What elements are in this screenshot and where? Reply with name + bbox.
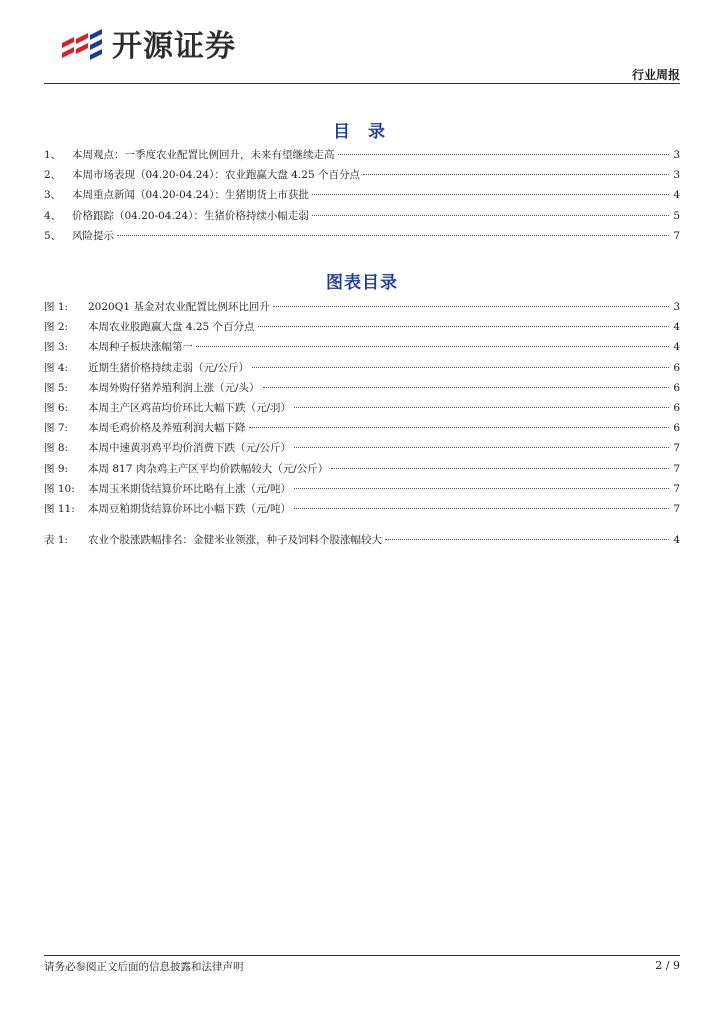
figure-number: 图 9:: [44, 462, 69, 475]
toc-list: [44, 145, 680, 246]
toc-item[interactable]: [44, 206, 680, 226]
leader-dots: [338, 154, 670, 155]
figure-label[interactable]: 本周 817 肉杂鸡主产区平均价跌幅较大（元/公斤）: [88, 462, 329, 475]
header-divider: [44, 83, 680, 84]
figure-item[interactable]: [44, 418, 680, 438]
figure-number: 图 8:: [44, 442, 69, 455]
figure-page[interactable]: 4: [673, 321, 680, 334]
leader-dots: [331, 468, 669, 469]
figure-number: 图 5:: [44, 381, 69, 394]
figure-number: 图 7:: [44, 422, 69, 435]
leader-dots: [249, 427, 670, 428]
figure-number: 图 1:: [44, 301, 69, 313]
figure-item[interactable]: [44, 438, 680, 458]
toc-item[interactable]: [44, 145, 680, 165]
figures-toc-list: [44, 297, 680, 519]
leader-dots: [312, 194, 669, 195]
figures-toc-title: 图表目录: [326, 273, 398, 293]
toc-item-page[interactable]: 3: [673, 169, 680, 182]
leader-dots: [117, 235, 669, 236]
toc-item-page[interactable]: 3: [673, 149, 680, 161]
figure-item[interactable]: [44, 479, 680, 499]
toc-item-label[interactable]: 本周观点：一季度农业配置比例回升，未来有望继续走高: [72, 149, 335, 161]
figure-label[interactable]: 本周农业股跑赢大盘 4.25 个百分点: [88, 321, 255, 334]
table-label[interactable]: 农业个股涨跌幅排名：金健米业领涨，种子及饲料个股涨幅较大: [88, 534, 382, 546]
figure-number: 图 10:: [44, 482, 75, 495]
leader-dots: [385, 539, 669, 540]
toc-item-number: 3、: [44, 189, 62, 202]
figure-item[interactable]: [44, 317, 680, 337]
report-type: 行业周报: [631, 68, 680, 82]
leader-dots: [294, 447, 669, 448]
leader-dots: [258, 326, 669, 327]
toc-item-page[interactable]: 7: [673, 229, 680, 242]
figure-label[interactable]: 本周种子板块涨幅第一: [88, 341, 193, 354]
figure-item[interactable]: [44, 378, 680, 398]
brand-logo: [60, 22, 236, 64]
toc-item-number: 5、: [44, 229, 62, 242]
toc-item-number: 1、: [44, 149, 62, 161]
figure-page[interactable]: 7: [673, 442, 680, 455]
figure-page[interactable]: 6: [673, 361, 680, 374]
toc-item-page[interactable]: 4: [673, 189, 680, 202]
page-indicator: 2 / 9: [655, 959, 680, 972]
table-item[interactable]: [44, 530, 680, 550]
leader-dots: [252, 367, 669, 368]
figure-item[interactable]: [44, 459, 680, 479]
figure-label[interactable]: 本周中速黄羽鸡平均价消费下跌（元/公斤）: [88, 442, 292, 455]
figure-page[interactable]: 4: [673, 341, 680, 354]
figure-label[interactable]: 本周主产区鸡苗均价环比大幅下跌（元/羽）: [88, 401, 292, 414]
figure-number: 图 11:: [44, 502, 75, 515]
leader-dots: [294, 407, 669, 408]
footer-divider: [44, 955, 680, 956]
figure-item[interactable]: [44, 337, 680, 357]
toc-item-number: 2、: [44, 169, 62, 182]
leader-dots: [196, 346, 669, 347]
figure-item[interactable]: [44, 499, 680, 519]
toc-item-page[interactable]: 5: [673, 209, 680, 222]
leader-dots: [363, 174, 669, 175]
figure-page[interactable]: 6: [673, 401, 680, 414]
toc-title: 目 录: [333, 122, 391, 142]
leader-dots: [273, 306, 669, 307]
figure-label[interactable]: 2020Q1 基金对农业配置比例环比回升: [88, 301, 270, 313]
figure-label[interactable]: 本周外购仔猪养殖利润上涨（元/头）: [88, 381, 260, 394]
figure-item[interactable]: [44, 358, 680, 378]
toc-item-label[interactable]: 本周市场表现（04.20-04.24）：农业跑赢大盘 4.25 个百分点: [72, 169, 360, 182]
leader-dots: [294, 508, 669, 509]
leader-dots: [312, 215, 669, 216]
figure-number: 图 4:: [44, 361, 69, 374]
figure-number: 图 3:: [44, 341, 69, 354]
toc-item-label[interactable]: 价格跟踪（04.20-04.24）：生猪价格持续小幅走弱: [72, 209, 309, 222]
figure-number: 图 2:: [44, 321, 69, 334]
table-page[interactable]: 4: [673, 534, 680, 546]
toc-item-number: 4、: [44, 209, 62, 222]
toc-item[interactable]: [44, 226, 680, 246]
figure-page[interactable]: 6: [673, 381, 680, 394]
footer-disclaimer: 请务必参阅正文后面的信息披露和法律声明: [44, 961, 244, 973]
figure-page[interactable]: 7: [673, 502, 680, 515]
brand-mark-icon: [60, 23, 104, 63]
toc-item[interactable]: [44, 165, 680, 185]
toc-item[interactable]: [44, 185, 680, 205]
leader-dots: [294, 488, 669, 489]
toc-item-label[interactable]: 本周重点新闻（04.20-04.24）：生猪期货上市获批: [72, 189, 309, 202]
figure-item[interactable]: [44, 398, 680, 418]
table-number: 表 1:: [44, 534, 69, 546]
figure-label[interactable]: 本周毛鸡价格及养殖利润大幅下降: [88, 422, 246, 435]
toc-item-label[interactable]: 风险提示: [72, 229, 114, 242]
figure-page[interactable]: 7: [673, 482, 680, 495]
figure-page[interactable]: 3: [673, 301, 680, 313]
leader-dots: [263, 387, 669, 388]
figure-label[interactable]: 近期生猪价格持续走弱（元/公斤）: [88, 361, 250, 374]
figure-page[interactable]: 6: [673, 422, 680, 435]
figure-page[interactable]: 7: [673, 462, 680, 475]
tables-toc-list: [44, 530, 680, 550]
figure-item[interactable]: [44, 297, 680, 317]
figure-number: 图 6:: [44, 401, 69, 414]
brand-name: 开源证券: [112, 29, 236, 64]
figure-label[interactable]: 本周玉米期货结算价环比略有上涨（元/吨）: [88, 482, 292, 495]
figure-label[interactable]: 本周豆粕期货结算价环比小幅下跌（元/吨）: [88, 502, 292, 515]
